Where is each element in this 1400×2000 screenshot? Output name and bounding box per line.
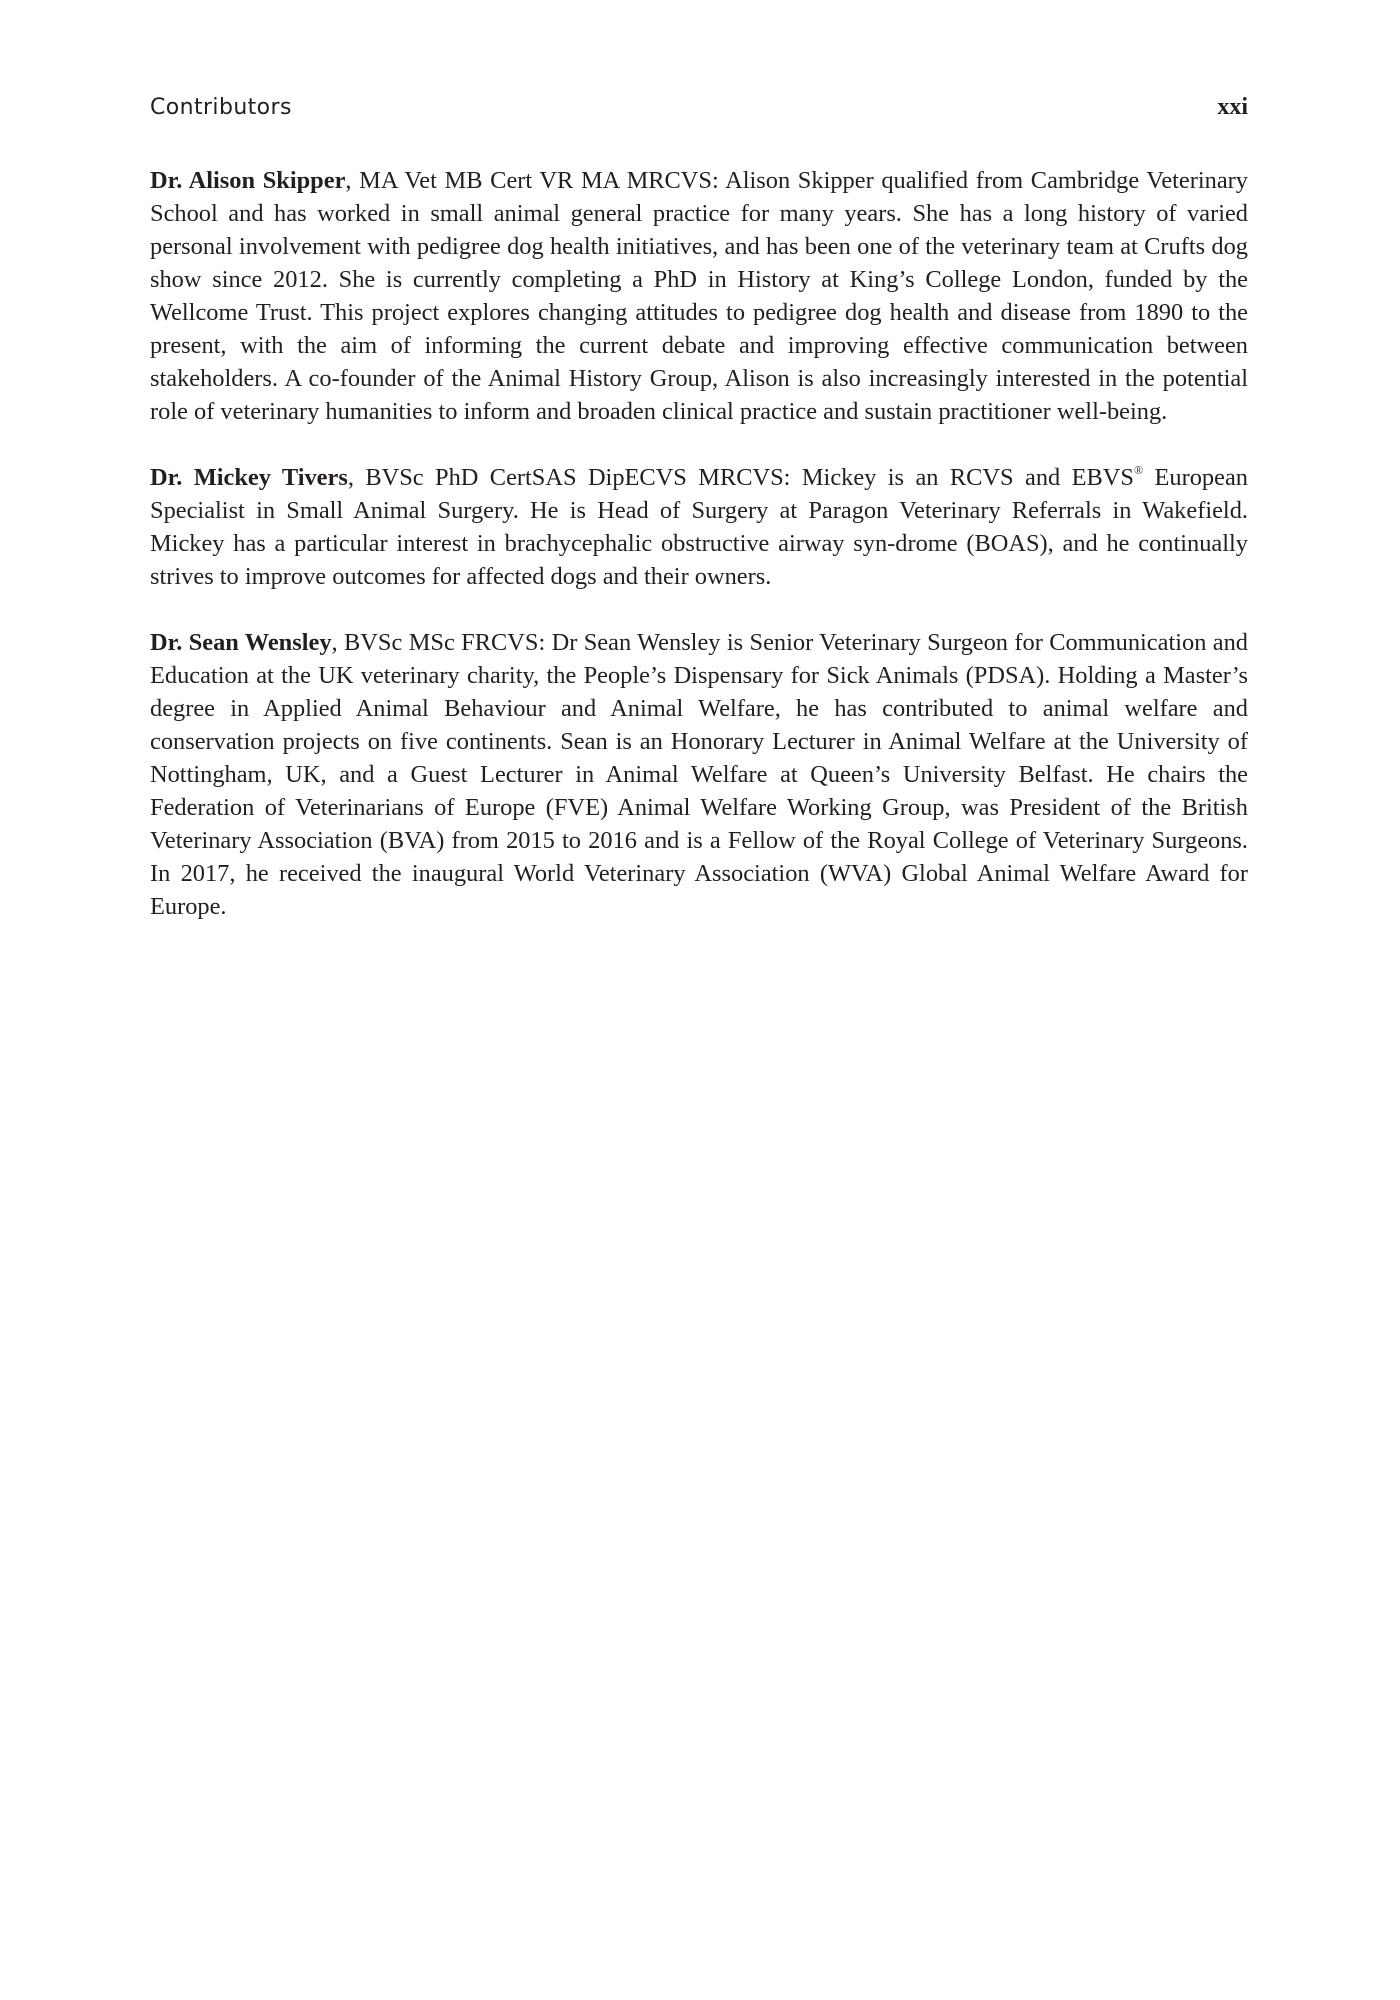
contributor-name: Dr. Alison Skipper bbox=[150, 167, 346, 194]
running-title: Contributors bbox=[150, 95, 292, 120]
contributor-bio: , MA Vet MB Cert VR MA MRCVS: Alison Skipper qualified from Cambridge Veterinary School and has worked in small animal general practice for many years. She has a long history of varied personal involvement with pedigree dog health initiatives, and has been one of the veterinary team at Crufts dog show since 2012. She is currently completing a PhD in History at King’s College London, funded by the Wellcome Trust. This project explores changing attitudes to pedigree dog health and disease from 1890 to the present, with the aim of informing the current debate and improving effective communication between stakeholders. A co-founder of the Animal History Group, Alison is also increasingly interested in the potential role of veterinary humanities to inform and broaden clinical practice and sustain practitioner well-being. bbox=[150, 167, 1248, 425]
contributor-bio: , BVSc PhD CertSAS DipECVS MRCVS: Mickey is an RCVS and EBVS bbox=[347, 464, 1134, 491]
page-number: xxi bbox=[1217, 94, 1248, 120]
contributor-bio: , BVSc MSc FRCVS: Dr Sean Wensley is Senior Veterinary Surgeon for Communication and Education at the UK veterinary charity, the People’s Dispensary for Sick Animals (PDSA). Holding a Master’s degree in Applied Animal Behaviour and Animal Welfare, he has contributed to animal welfare and conservation projects on five continents. Sean is an Honorary Lecturer in Animal Welfare at the University of Nottingham, UK, and a Guest Lecturer in Animal Welfare at Queen’s University Belfast. He chairs the Federation of Veterinarians of Europe (FVE) Animal Welfare Working Group, was President of the British Veterinary Association (BVA) from 2015 to 2016 and is a Fellow of the Royal College of Veterinary Surgeons. In 2017, he received the inaugural World Veterinary Association (WVA) Global Animal Welfare Award for Europe. bbox=[150, 629, 1248, 920]
contributor-entry-wensley bbox=[150, 626, 1248, 923]
contributor-name: Dr. Sean Wensley bbox=[150, 629, 332, 656]
contributor-name: Dr. Mickey Tivers bbox=[150, 464, 348, 491]
running-header bbox=[150, 94, 1248, 124]
document-page bbox=[150, 94, 1248, 956]
contributor-entry-tivers bbox=[150, 461, 1248, 593]
contributor-bio-continued: European Specialist in Small Animal Surgery. He is Head of Surgery at Paragon Veterinary Referrals in Wakefield. Mickey has a particular interest in brachycephalic obstructive airway syn-drome (BOAS), and he continually strives to improve outcomes for affected dogs and their owners. bbox=[150, 464, 1248, 590]
registered-mark: ® bbox=[1133, 463, 1144, 477]
contributor-entry-skipper bbox=[150, 164, 1248, 428]
